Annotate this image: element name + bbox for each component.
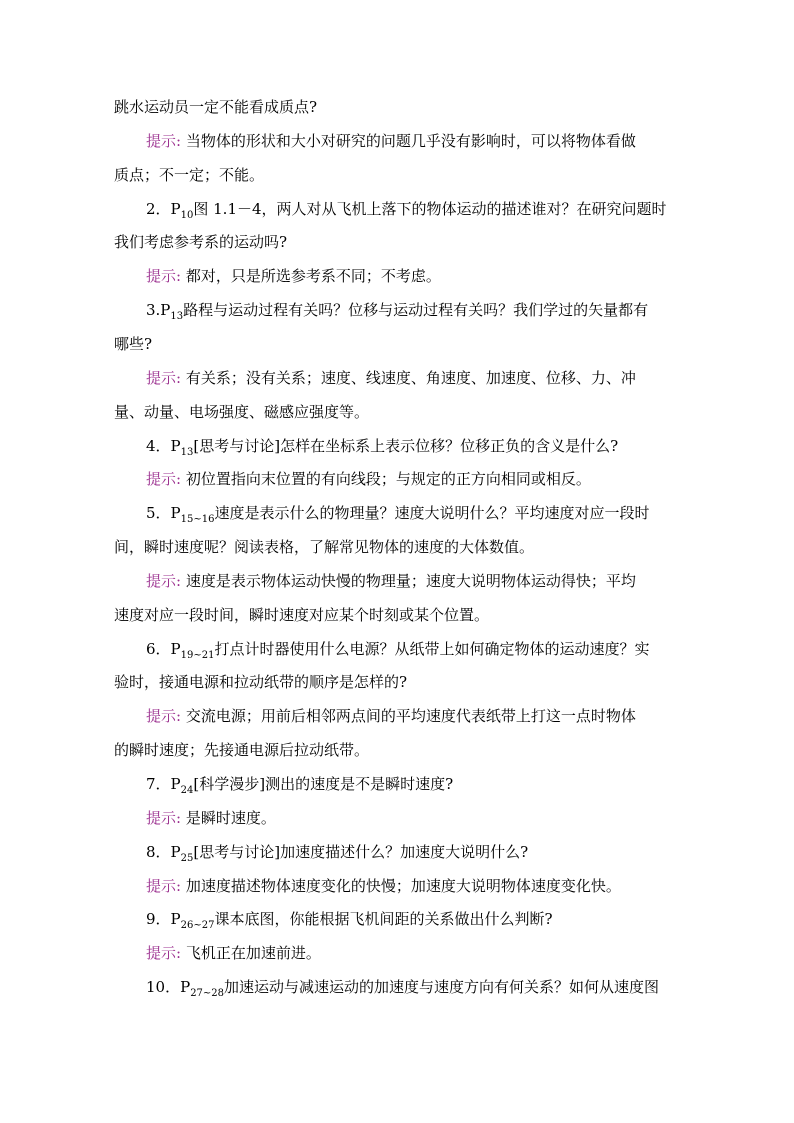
hint-label: 提示: (146, 944, 182, 963)
text-line-l19 (146, 706, 636, 726)
line-text: [思考与讨论]怎样在坐标系上表示位移？位移正负的含义是什么? (193, 436, 619, 455)
page-subscript: 15~16 (180, 514, 215, 526)
line-text: 速度对应一段时间，瞬时速度对应某个时刻或某个位置。 (114, 605, 490, 624)
line-text: 7．P (146, 775, 181, 793)
page-subscript: 25 (180, 852, 194, 864)
line-text: [思考与讨论]加速度描述什么？加速度大说明什么? (193, 842, 529, 861)
text-line-l08 (114, 334, 152, 354)
text-line-l10 (114, 402, 369, 422)
line-text: 6．P (146, 639, 181, 658)
line-text: 的瞬时速度；先接通电源后拉动纸带。 (114, 741, 370, 760)
line-text: 当物体的形状和大小对研究的问题几乎没有影响时，可以将物体看做 (181, 131, 636, 150)
text-line-l25 (146, 909, 553, 932)
text-line-l02 (146, 131, 636, 151)
line-text: 路程与运动过程有关吗？位移与运动过程有关吗？我们学过的矢量都有 (183, 301, 649, 320)
line-text: 10．P (146, 978, 191, 997)
page-subscript: 13 (170, 311, 184, 323)
line-text: 间，瞬时速度呢？阅读表格，了解常见物体的速度的大体数值。 (114, 538, 535, 557)
text-line-l09 (146, 368, 636, 388)
line-text: 8．P (146, 842, 181, 861)
hint-label: 提示: (146, 470, 182, 489)
line-text: 量、动量、电场强度、磁感应强度等。 (114, 402, 370, 421)
line-text: 有关系；没有关系；速度、线速度、角速度、加速度、位移、力、冲 (181, 368, 636, 387)
text-line-l13 (146, 503, 649, 526)
page-subscript: 10 (180, 209, 194, 221)
text-line-l05 (114, 232, 287, 252)
hint-label: 提示: (146, 707, 182, 726)
line-text: 是瞬时速度。 (181, 808, 276, 827)
text-line-l11 (146, 436, 618, 459)
page-subscript: 27~28 (190, 988, 225, 1000)
text-line-l14 (114, 537, 534, 557)
line-text: 速度是表示物体运动快慢的物理量；速度大说明物体运动得快；平均 (181, 571, 636, 590)
line-text: 4．P (146, 436, 181, 455)
line-text: 初位置指向末位置的有向线段；与规定的正方向相同或相反。 (181, 470, 591, 489)
page-subscript: 24 (180, 785, 194, 796)
line-text: 2．P (146, 199, 181, 218)
text-line-l23 (146, 842, 528, 865)
text-line-l03 (114, 165, 264, 185)
line-text: 打点计时器使用什么电源？从纸带上如何确定物体的运动速度？实 (214, 639, 650, 658)
line-text: 验时，接通电源和拉动纸带的顺序是怎样的? (114, 673, 408, 692)
page-subscript: 19~21 (180, 649, 215, 661)
hint-label: 提示: (146, 876, 182, 895)
line-text: 5．P (146, 504, 181, 523)
text-line-l06 (146, 266, 441, 286)
hint-label: 提示: (146, 808, 182, 827)
text-line-l26 (146, 943, 321, 963)
line-text: 飞机正在加速前进。 (181, 944, 321, 963)
text-line-l16 (114, 605, 489, 625)
line-text: [科学漫步]测出的速度是不是瞬时速度? (193, 775, 454, 793)
text-line-l07 (146, 300, 648, 323)
text-line-l04 (146, 199, 667, 222)
line-text: 加速度描述物体速度变化的快慢；加速度大说明物体速度变化快。 (181, 876, 621, 895)
text-line-l15 (146, 571, 636, 591)
text-line-l01 (114, 97, 317, 117)
line-text: 加速运动与减速运动的加速度与速度方向有何关系？如何从速度图 (224, 978, 660, 997)
text-line-l18 (114, 672, 407, 692)
page-subscript: 13 (180, 446, 194, 458)
line-text: 哪些? (114, 334, 153, 353)
line-text: 交流电源；用前后相邻两点间的平均速度代表纸带上打这一点时物体 (181, 707, 636, 726)
page-subscript: 26~27 (180, 920, 215, 932)
text-line-l12 (146, 469, 591, 489)
hint-label: 提示: (146, 368, 182, 387)
text-line-l24 (146, 876, 621, 896)
line-text: 9．P (146, 910, 181, 929)
text-line-l27 (146, 977, 659, 1000)
text-line-l22 (146, 808, 276, 828)
hint-label: 提示: (146, 131, 182, 150)
line-text: 图 1.1－4，两人对从飞机上落下的物体运动的描述谁对？在研究问题时 (193, 199, 667, 218)
text-line-l17 (146, 639, 649, 662)
line-text: 课本底图，你能根据飞机间距的关系做出什么判断? (214, 910, 553, 929)
line-text: 都对，只是所选参考系不同；不考虑。 (181, 267, 441, 286)
text-line-l21 (146, 774, 453, 797)
hint-label: 提示: (146, 571, 182, 590)
line-text: 3.P (146, 301, 171, 320)
line-text: 跳水运动员一定不能看成质点? (114, 98, 318, 116)
text-line-l20 (114, 740, 369, 760)
line-text: 我们考虑参考系的运动吗? (114, 233, 288, 252)
hint-label: 提示: (146, 267, 182, 286)
line-text: 质点；不一定；不能。 (114, 165, 265, 184)
line-text: 速度是表示什么的物理量？速度大说明什么？平均速度对应一段时 (214, 504, 650, 523)
